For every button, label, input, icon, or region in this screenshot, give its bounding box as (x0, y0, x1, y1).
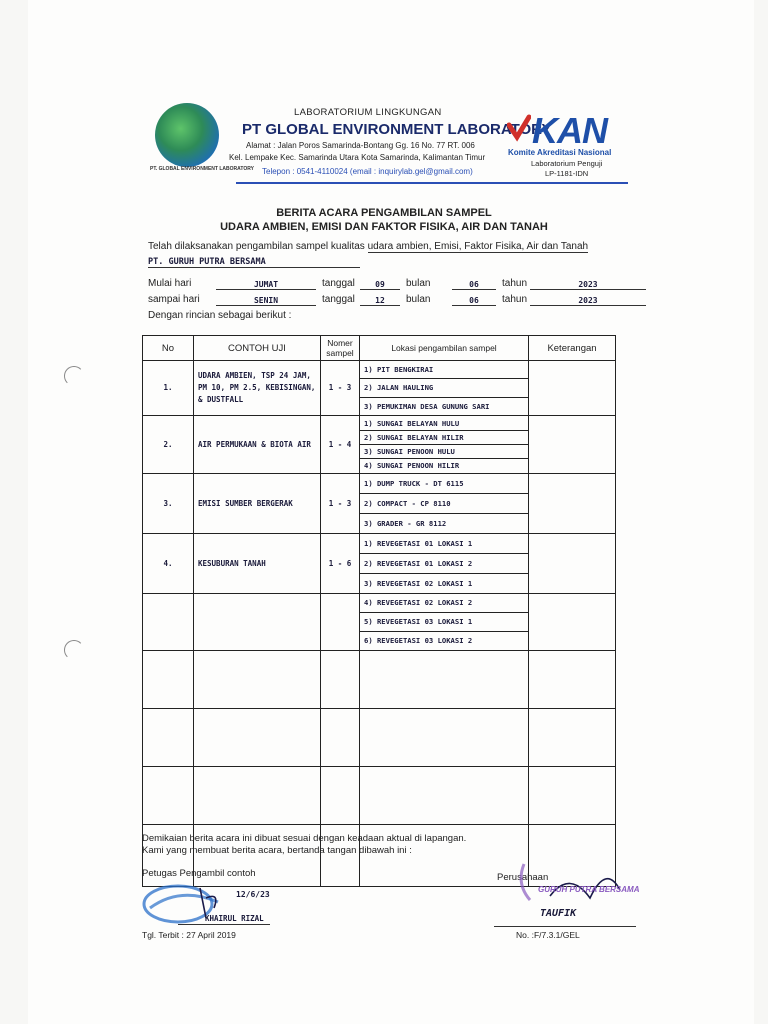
lab-phone: Telepon : 0541-4110024 (email : inquirylab.gel@gmail.com) (262, 167, 473, 176)
statement-1: Demikaian berita acara ini dibuat sesuai dengan keadaan aktual di lapangan. (142, 833, 467, 844)
bulan-label-2: bulan (406, 294, 431, 305)
detail-label: Dengan rincian sebagai berikut : (148, 310, 292, 321)
row-keterangan (529, 416, 616, 474)
lokasi-item: 2) REVEGETASI 01 LOKASI 2 (360, 554, 528, 574)
lokasi-item: 4) SUNGAI PENOON HILIR (364, 461, 460, 470)
table-row (143, 361, 616, 416)
lokasi-item: 6) REVEGETASI 03 LOKASI 2 (364, 636, 473, 645)
lokasi-item: 3) REVEGETASI 02 LOKASI 1 (364, 579, 473, 588)
right-signature-line (494, 926, 636, 927)
row-nomer: 1 - 3 (321, 361, 360, 416)
header-no: No (143, 336, 194, 361)
table-row (143, 534, 616, 594)
end-date: 12 (360, 296, 400, 306)
row-contoh (194, 594, 321, 651)
document-title: BERITA ACARA PENGAMBILAN SAMPEL (276, 207, 492, 219)
lab-address-line1: Alamat : Jalan Poros Samarinda-Bontang Gg. 16 No. 77 RT. 006 (246, 141, 475, 150)
table-row (143, 416, 616, 474)
row-lokasi (360, 361, 529, 416)
right-signer-name: TAUFIK (540, 908, 577, 919)
row-lokasi (360, 594, 529, 651)
row-contoh: AIR PERMUKAAN & BIOTA AIR (194, 416, 321, 474)
lokasi-item: 2) SUNGAI BELAYAN HILIR (360, 431, 528, 445)
left-signer-name: KHAIRUL RIZAL (205, 914, 264, 923)
lokasi-item: 3) PEMUKIMAN DESA GUNUNG SARI (364, 402, 490, 411)
table-row-empty (143, 709, 616, 767)
row-contoh: UDARA AMBIEN, TSP 24 JAM, PM 10, PM 2.5, KEBISINGAN, & DUSTFALL (194, 361, 321, 416)
company-stamp-text: GURUH PUTRA BERSAMA (538, 885, 640, 894)
header-lokasi: Lokasi pengambilan sampel (360, 336, 529, 361)
row-nomer: 1 - 4 (321, 416, 360, 474)
row-keterangan (529, 361, 616, 416)
lab-globe-logo-icon (155, 103, 219, 167)
end-day: SENIN (216, 296, 316, 306)
row-no (143, 594, 194, 651)
tanggal-label-1: tanggal (322, 278, 355, 289)
punch-hole-bottom (64, 640, 84, 660)
intro-scope: udara ambien, Emisi, Faktor Fisika, Air dan Tanah (367, 241, 589, 252)
lokasi-item: 1) REVEGETASI 01 LOKASI 1 (360, 534, 528, 554)
start-date: 09 (360, 280, 400, 290)
row-nomer: 1 - 3 (321, 474, 360, 534)
intro-prefix: Telah dilaksanakan pengambilan sampel kualitas (148, 241, 365, 252)
table-row (143, 474, 616, 534)
row-no: 4. (143, 534, 194, 594)
kan-line1: Komite Akreditasi Nasional (508, 148, 612, 157)
left-signer-label: Petugas Pengambil contoh (142, 868, 256, 879)
kan-line3: LP-1181-IDN (545, 169, 589, 178)
tahun-label-2: tahun (502, 294, 528, 305)
table-row (143, 594, 616, 651)
header-keterangan: Keterangan (529, 336, 616, 361)
lab-name: PT GLOBAL ENVIRONMENT LABORATORY (242, 121, 552, 138)
start-day: JUMAT (216, 280, 316, 290)
sample-table (142, 335, 616, 887)
row-keterangan (529, 534, 616, 594)
header-divider (236, 182, 628, 184)
lokasi-item: 2) COMPACT - CP 8110 (360, 494, 528, 514)
lab-logo-caption: PT. GLOBAL ENVIRONMENT LABORATORY (150, 166, 254, 172)
lokasi-item: 1) PIT BENGKIRAI (360, 361, 528, 379)
punch-hole-top (64, 366, 84, 386)
end-label: sampai hari (148, 294, 200, 305)
header-contoh-uji: CONTOH UJI (194, 336, 321, 361)
company-name: PT. GURUH PUTRA BERSAMA (148, 257, 360, 268)
row-contoh: EMISI SUMBER BERGERAK (194, 474, 321, 534)
start-label: Mulai hari (148, 278, 192, 289)
lokasi-item: 5) REVEGETASI 03 LOKASI 1 (360, 613, 528, 632)
lokasi-item: 3) SUNGAI PENOON HULU (360, 445, 528, 459)
tanggal-label-2: tanggal (322, 294, 355, 305)
end-year: 2023 (530, 296, 646, 306)
row-lokasi (360, 534, 529, 594)
lokasi-item: 3) GRADER - GR 8112 (364, 519, 447, 528)
start-month: 06 (452, 280, 496, 290)
row-keterangan (529, 474, 616, 534)
row-nomer: 1 - 6 (321, 534, 360, 594)
lokasi-item: 4) REVEGETASI 02 LOKASI 2 (360, 594, 528, 613)
right-signer-label: Perusahaan (497, 872, 549, 883)
bulan-label-1: bulan (406, 278, 431, 289)
end-month: 06 (452, 296, 496, 306)
document-subtitle: UDARA AMBIEN, EMISI DAN FAKTOR FISIKA, AIR DAN TANAH (220, 221, 548, 233)
header-nomer-sampel: Nomer sampel (321, 336, 360, 361)
lokasi-item: 2) JALAN HAULING (360, 379, 528, 398)
table-header-row (143, 336, 616, 361)
form-number: No. :F/7.3.1/GEL (516, 930, 580, 940)
start-year: 2023 (530, 280, 646, 290)
table-row-empty (143, 767, 616, 825)
lokasi-item: 1) SUNGAI BELAYAN HULU (360, 417, 528, 431)
kan-logo: KAN (532, 110, 607, 151)
table-row-empty (143, 651, 616, 709)
row-no: 1. (143, 361, 194, 416)
row-no: 2. (143, 416, 194, 474)
row-no: 3. (143, 474, 194, 534)
statement-2: Kami yang membuat berita acara, bertanda tangan dibawah ini : (142, 845, 412, 856)
lab-address-line2: Kel. Lempake Kec. Samarinda Utara Kota Samarinda, Kalimantan Timur (229, 153, 486, 162)
left-signature-line (178, 924, 270, 925)
row-lokasi (360, 474, 529, 534)
lab-subtitle: LABORATORIUM LINGKUNGAN (294, 107, 442, 118)
row-lokasi (360, 416, 529, 474)
row-keterangan (529, 594, 616, 651)
row-contoh: KESUBURAN TANAH (194, 534, 321, 594)
row-nomer (321, 594, 360, 651)
kan-line2: Laboratorium Penguji (531, 159, 603, 168)
tahun-label-1: tahun (502, 278, 528, 289)
issued-date: Tgl. Terbit : 27 April 2019 (142, 930, 236, 940)
lokasi-item: 1) DUMP TRUCK - DT 6115 (360, 474, 528, 494)
kan-checkmark-icon (507, 111, 531, 147)
intro-text (148, 241, 588, 252)
left-signer-date: 12/6/23 (236, 890, 270, 899)
